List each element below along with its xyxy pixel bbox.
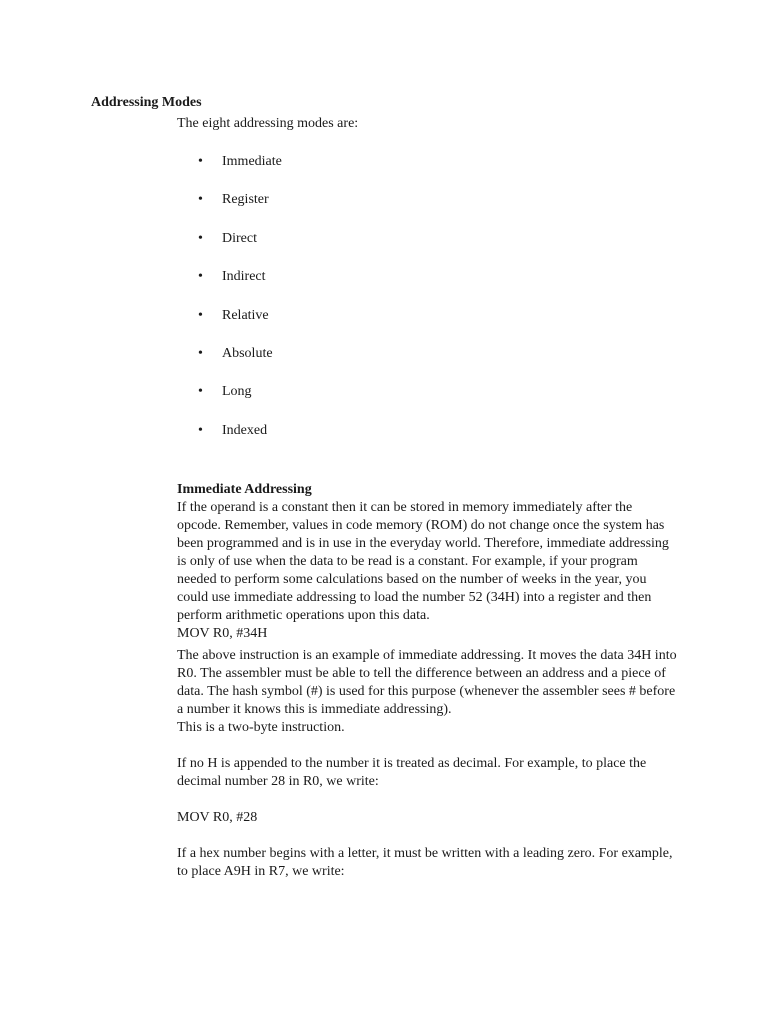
immediate-addressing-section xyxy=(177,481,677,881)
bullet-icon: • xyxy=(198,384,203,400)
intro-text: The eight addressing modes are: xyxy=(177,116,359,131)
bullet-icon: • xyxy=(198,230,203,246)
bullet-icon: • xyxy=(198,269,203,285)
list-item-label: Immediate xyxy=(222,154,282,169)
list-item-label: Indirect xyxy=(222,269,266,285)
paragraph-hex-leading-zero: If a hex number begins with a letter, it must be written with a leading zero. For example, to place A9H in R7, we write: xyxy=(177,846,673,879)
bullet-icon: • xyxy=(198,307,203,323)
list-item-label: Register xyxy=(222,192,269,208)
list-item-label: Indexed xyxy=(222,422,268,438)
list-item-label: Relative xyxy=(222,307,269,323)
section-heading-addressing-modes: Addressing Modes xyxy=(91,95,202,110)
bullet-icon: • xyxy=(198,422,203,438)
paragraph-decimal-note: If no H is appended to the number it is treated as decimal. For example, to place the decimal number 28 in R0, we write: xyxy=(177,756,647,789)
paragraph-operand-constant: If the operand is a constant then it can be stored in memory immediately after the opcode. Remember, values in code memory (ROM) do not change once the system has been programmed and is in use in the everyday world. Therefore, immediate addressing is only of use when the data to be read is a constant. For example, if your program needed to perform some calculations based on the number of weeks in the year, you could use immediate addressing to load the number 52 (34H) into a register and then perform arithmetic operations upon this data. xyxy=(177,500,669,623)
paragraph-two-byte: This is a two-byte instruction. xyxy=(177,720,345,735)
subheading-immediate-addressing: Immediate Addressing xyxy=(177,482,312,497)
code-line-mov-34h: MOV R0, #34H xyxy=(177,626,268,641)
list-item-label: Absolute xyxy=(222,345,273,361)
bullet-icon: • xyxy=(198,154,203,169)
bullet-icon: • xyxy=(198,345,203,361)
list-item-label: Direct xyxy=(222,230,257,246)
bullet-icon: • xyxy=(198,192,203,208)
paragraph-instruction-explanation: The above instruction is an example of immediate addressing. It moves the data 34H into R0. The assembler must be able to tell the difference between an address and a piece of data. The hash symbol (#) is used for this purpose (whenever the assembler sees # before a number it knows this is immediate addressing). xyxy=(177,648,677,717)
list-item-label: Long xyxy=(222,384,252,400)
code-line-mov-28: MOV R0, #28 xyxy=(177,810,258,825)
